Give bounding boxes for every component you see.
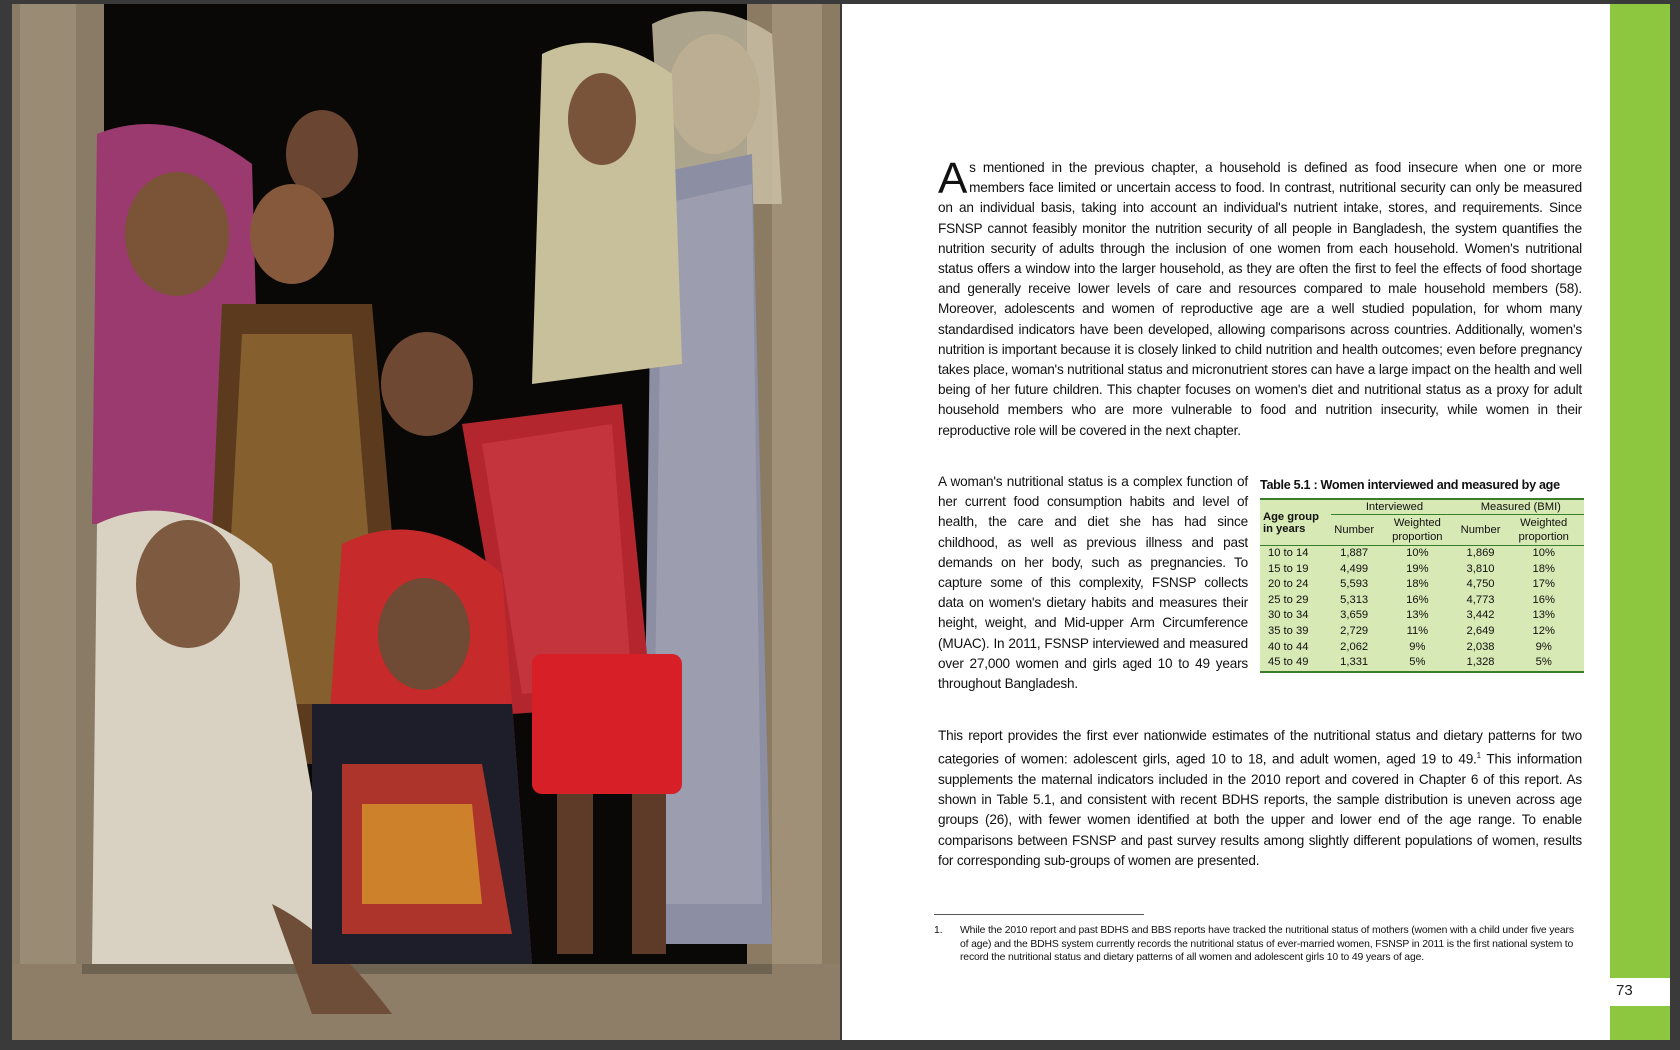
footnote-number: 1. bbox=[934, 925, 943, 936]
cell-int-number: 4,499 bbox=[1340, 562, 1369, 575]
cell-mea-number: 1,328 bbox=[1466, 656, 1495, 669]
table-row bbox=[1260, 655, 1584, 672]
cell-int-number: 5,593 bbox=[1340, 578, 1369, 591]
table-row bbox=[1260, 624, 1584, 640]
cell-age: 40 to 44 bbox=[1268, 640, 1309, 653]
col-mea-weighted: Weighted proportion bbox=[1503, 515, 1584, 546]
intro-paragraph bbox=[938, 154, 1582, 441]
footnote-divider bbox=[934, 914, 1144, 915]
cell-int-number: 5,313 bbox=[1340, 593, 1369, 606]
col-mea-number: Number bbox=[1458, 515, 1504, 546]
table-row bbox=[1260, 593, 1584, 609]
cell-mea-prop: 17% bbox=[1532, 578, 1555, 591]
footnote-ref[interactable]: 1 bbox=[1476, 751, 1481, 761]
cell-int-prop: 11% bbox=[1406, 624, 1429, 637]
cell-mea-prop: 9% bbox=[1535, 640, 1552, 653]
cell-age: 15 to 19 bbox=[1268, 562, 1309, 575]
cell-int-number: 1,331 bbox=[1340, 656, 1369, 669]
cell-int-prop: 5% bbox=[1409, 656, 1426, 669]
cell-int-prop: 9% bbox=[1409, 640, 1426, 653]
cell-int-number: 1,887 bbox=[1340, 547, 1369, 559]
cell-mea-number: 4,750 bbox=[1466, 578, 1495, 591]
cell-mea-prop: 12% bbox=[1532, 624, 1555, 637]
text-page bbox=[842, 4, 1670, 1040]
cell-age: 20 to 24 bbox=[1268, 578, 1309, 591]
left-column-paragraph bbox=[938, 472, 1248, 694]
report-estimates-paragraph bbox=[938, 726, 1582, 871]
photo-page bbox=[12, 4, 840, 1040]
cell-age: 45 to 49 bbox=[1268, 656, 1309, 669]
estimates-text-b: This information supplements the maternal indicators included in the 2010 report and covered in Chapter 6 of this report. As shown in Table 5.1, and consistent with recent BDHS reports, the sample distribution is uneven across age groups (26), with fewer women identified at both the upper and lower end of the age range. To enable comparisons between FSNSP and past survey results among slightly different populations of women, results for corresponding sub-groups of women are presented. bbox=[938, 751, 1582, 868]
photograph bbox=[12, 4, 840, 1040]
cell-mea-prop: 5% bbox=[1535, 656, 1552, 669]
cell-int-prop: 13% bbox=[1406, 609, 1429, 622]
table-row bbox=[1260, 577, 1584, 593]
cell-mea-number: 3,810 bbox=[1466, 562, 1495, 575]
table-row bbox=[1260, 608, 1584, 624]
col-group-measured: Measured (BMI) bbox=[1458, 499, 1584, 515]
intro-text: s mentioned in the previous chapter, a household is defined as food insecure when one or more members face limited or uncertain access to food. In contrast, nutritional security can only be measured on an individual basis, taking into account an individual's nutrient intake, stores, and requirements. Since FSNSP cannot feasibly monitor the nutrition security of all people in Bangladesh, the system quantifies the nutrition security of adults through the inclusion of one women from each household. Women's nutritional status offers a window into the larger household, as they are often the first to feel the effects of food shortage and generally receive lower levels of care and resources compared to male household members (58). Moreover, adolescents and women of reproductive age are a well studied population, for whom many standardised indicators have been developed, allowing comparisons across countries. Additionally, women's nutrition is important because it is closely linked to child nutrition and health outcomes; even before pregnancy takes place, woman's nutritional status and micronutrient stores can have a large impact on the health and well being of her future children. This chapter focuses on women's diet and nutritional status as a proxy for adult household members who are more vulnerable to food and nutrition insecurity, while women in their reproductive role will be covered in the next chapter. bbox=[938, 160, 1582, 438]
cell-age: 25 to 29 bbox=[1268, 593, 1309, 606]
women-age-table bbox=[1260, 498, 1584, 673]
cell-int-prop: 10% bbox=[1406, 547, 1429, 559]
cell-mea-prop: 10% bbox=[1532, 547, 1555, 559]
cell-mea-prop: 16% bbox=[1532, 593, 1555, 606]
estimates-text-a: This report provides the first ever nationwide estimates of the nutritional status and dietary patterns for two categories of women: adolescent girls, aged 10 to 18, and adult women, aged 19 to 49. bbox=[938, 728, 1582, 767]
cell-mea-number: 3,442 bbox=[1466, 609, 1495, 622]
footnote-text: While the 2010 report and past BDHS and BBS reports have tracked the nutritional status of mothers (women with a child under five years of age) and the BDHS system currently records the nutritional status of ever-married women, FSNSP in 2011 is the first national system to record the nutritional status and dietary patterns of all women and adolescent girls 10 to 49 years of age. bbox=[960, 925, 1574, 964]
cell-int-prop: 16% bbox=[1406, 593, 1429, 606]
footnote bbox=[934, 924, 1584, 965]
cell-mea-prop: 18% bbox=[1532, 562, 1555, 575]
drop-cap: A bbox=[938, 154, 968, 203]
col-group-interviewed: Interviewed bbox=[1331, 499, 1457, 515]
green-margin-bar bbox=[1610, 4, 1670, 1040]
cell-age: 30 to 34 bbox=[1268, 609, 1309, 622]
page-number: 73 bbox=[1616, 982, 1633, 999]
cell-int-number: 2,729 bbox=[1340, 624, 1369, 637]
col-int-number: Number bbox=[1331, 515, 1377, 546]
table-row bbox=[1260, 640, 1584, 656]
cell-age: 35 to 39 bbox=[1268, 624, 1309, 637]
cell-int-prop: 18% bbox=[1406, 578, 1429, 591]
page-number-box bbox=[1610, 978, 1670, 1006]
col-age-group: Age group in years bbox=[1260, 499, 1331, 546]
table-5-1 bbox=[1260, 478, 1584, 673]
cell-mea-number: 2,649 bbox=[1466, 624, 1495, 637]
table-title: Table 5.1 : Women interviewed and measured by age bbox=[1260, 478, 1560, 492]
cell-age: 10 to 14 bbox=[1268, 547, 1309, 559]
cell-mea-number: 1,869 bbox=[1466, 547, 1495, 559]
table-row bbox=[1260, 562, 1584, 578]
cell-int-number: 2,062 bbox=[1340, 640, 1369, 653]
cell-mea-prop: 13% bbox=[1532, 609, 1555, 622]
table-row bbox=[1260, 546, 1584, 562]
cell-mea-number: 2,038 bbox=[1466, 640, 1495, 653]
nutritional-status-text: A woman's nutritional status is a complex function of her current food consumption habits and level of health, the care and diet she has had since childhood, as well as previous illness and past demands on her body, such as pregnancies. To capture some of this complexity, FSNSP collects data on women's dietary habits and measures their height, weight, and Mid-upper Arm Circumference (MUAC). In 2011, FSNSP interviewed and measured over 27,000 women and girls aged 10 to 49 years throughout Bangladesh. bbox=[938, 474, 1248, 692]
cell-int-prop: 19% bbox=[1406, 562, 1429, 575]
col-int-weighted: Weighted proportion bbox=[1377, 515, 1458, 546]
cell-int-number: 3,659 bbox=[1340, 609, 1369, 622]
cell-mea-number: 4,773 bbox=[1466, 593, 1495, 606]
